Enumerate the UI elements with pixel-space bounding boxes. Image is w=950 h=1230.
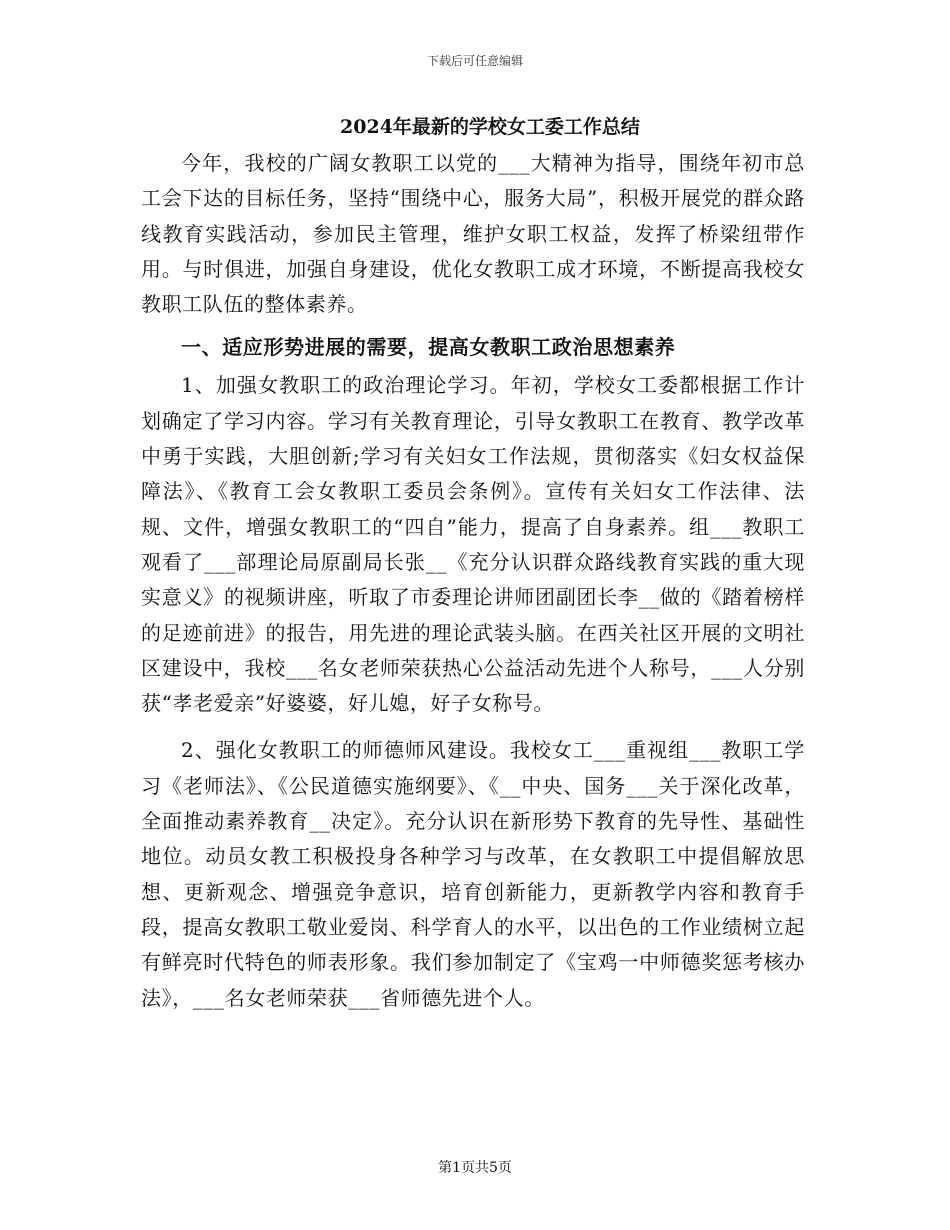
page-header-note: 下载后可任意编辑 — [426, 54, 523, 68]
page-number-footer: 第1页共5页 — [438, 1160, 512, 1176]
section-1-paragraph-2: 2、强化女教职工的师德师风建设。我校女工___重视组___教职工学习《老师法》、《公民道德实施纲要》、《__中央、国务___关于深化改革，全面推动素养教育__决定》。充分认识在新形势下教育的先导性、基础性地位。动员女教工积极投身各种学习与改革，在女教职工中提倡解放思想、更新观念、增强竞争意识，培育创新能力，更新教学内容和教育手段，提高女教职工敬业爱岗、科学育人的水平，以出色的工作业绩树立起有鲜亮时代特色的师表形象。我们参加制定了《宝鸡一中师德奖惩考核办法》，___名女老师荣获___省师德先进个人。 — [141, 738, 805, 1010]
section-1-heading: 一、适应形势进展的需要，提高女教职工政治思想素养 — [181, 335, 676, 360]
page-title: 2024年最新的学校女工委工作总结 — [340, 116, 640, 138]
section-1-paragraph-1: 1、加强女教职工的政治理论学习。年初，学校女工委都根据工作计划确定了学习内容。学习有关教育理论，引导女教职工在教育、教学改革中勇于实践，大胆创新;学习有关妇女工作法规，贯彻落实《妇女权益保障法》、《教育工会女教职工委员会条例》。宣传有关妇女工作法律、法规、文件，增强女教职工的“四自”能力，提高了自身素养。组___教职工观看了___部理论局原副局长张__《充分认识群众路线教育实践的重大现实意义》的视频讲座，听取了市委理论讲师团副团长李__做的《踏着榜样的足迹前进》的报告，用先进的理论武装头脑。在西关社区开展的文明社区建设中，我校___名女老师荣获热心公益活动先进个人称号，___人分别获“孝老爱亲”好婆婆，好儿媳，好子女称号。 — [141, 373, 805, 716]
intro-paragraph: 今年，我校的广阔女教职工以党的___大精神为指导，围绕年初市总工会下达的目标任务，坚持“围绕中心，服务大局”，积极开展党的群众路线教育实践活动，参加民主管理，维护女职工权益，发挥了桥梁纽带作用。与时俱进，加强自身建设，优化女教职工成才环境，不断提高我校女教职工队伍的整体素养。 — [141, 151, 805, 317]
document-body — [141, 146, 805, 1016]
